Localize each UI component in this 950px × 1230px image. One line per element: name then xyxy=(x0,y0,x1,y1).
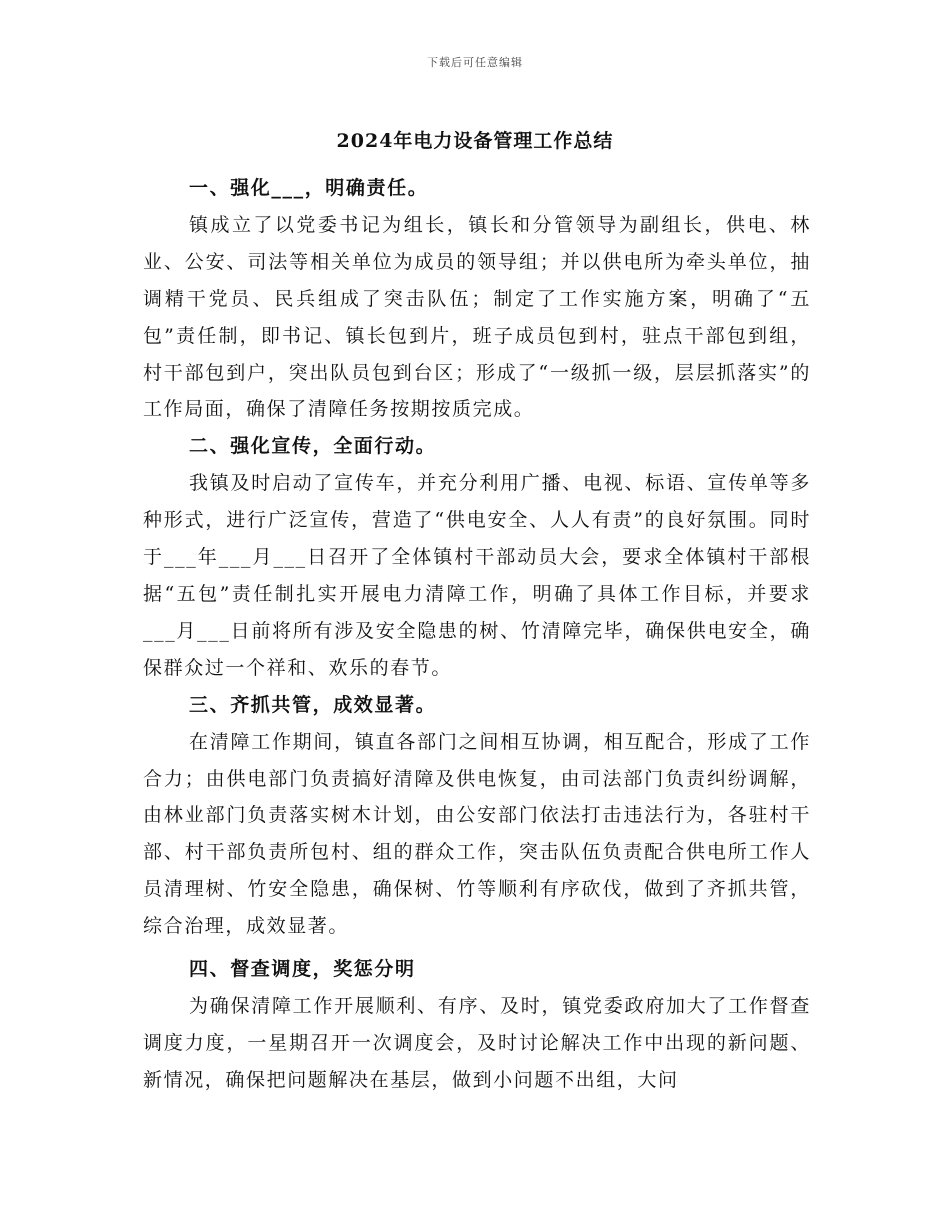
document-body xyxy=(143,170,811,1099)
section-paragraph: 我镇及时启动了宣传车，并充分利用广播、电视、标语、宣传单等多种形式，进行广泛宣传，营造了“供电安全、人人有责”的良好氛围。同时于___年___月___日召开了全体镇村干部动员大会，要求全体镇村干部根据“五包”责任制扎实开展电力清障工作，明确了具体工作目标，并要求___月___日前将所有涉及安全隐患的树、竹清障完毕，确保供电安全，确保群众过一个祥和、欢乐的春节。 xyxy=(143,472,811,679)
section-heading: 四、督查调度，奖惩分明 xyxy=(189,958,416,981)
section-paragraph: 为确保清障工作开展顺利、有序、及时，镇党委政府加大了工作督查调度力度，一星期召开一次调度会，及时讨论解决工作中出现的新问题、新情况，确保把问题解决在基层，做到小问题不出组，大问 xyxy=(143,994,811,1091)
section-paragraph: 在清障工作期间，镇直各部门之间相互协调，相互配合，形成了工作合力；由供电部门负责搞好清障及供电恢复，由司法部门负责纠纷调解，由林业部门负责落实树木计划，由公安部门依法打击违法行为，各驻村干部、村干部负责所包村、组的群众工作，突击队伍负责配合供电所工作人员清理树、竹安全隐患，确保树、竹等顺利有序砍伐，做到了齐抓共管，综合治理，成效显著。 xyxy=(143,730,811,938)
header-note: 下载后可任意编辑 xyxy=(427,56,523,69)
section-heading: 二、强化宣传，全面行动。 xyxy=(189,435,437,458)
section-heading: 三、齐抓共管，成效显著。 xyxy=(189,693,437,716)
section-paragraph: 镇成立了以党委书记为组长，镇长和分管领导为副组长，供电、林业、公安、司法等相关单位为成员的领导组；并以供电所为牵头单位，抽调精干党员、民兵组成了突击队伍；制定了工作实施方案，明确了“五包”责任制，即书记、镇长包到片，班子成员包到村，驻点干部包到组，村干部包到户，突出队员包到台区；形成了“一级抓一级，层层抓落实”的工作局面，确保了清障任务按期按质完成。 xyxy=(143,213,811,421)
document-title: 2024年电力设备管理工作总结 xyxy=(336,130,614,152)
section-heading: 一、强化___，明确责任。 xyxy=(189,177,429,199)
